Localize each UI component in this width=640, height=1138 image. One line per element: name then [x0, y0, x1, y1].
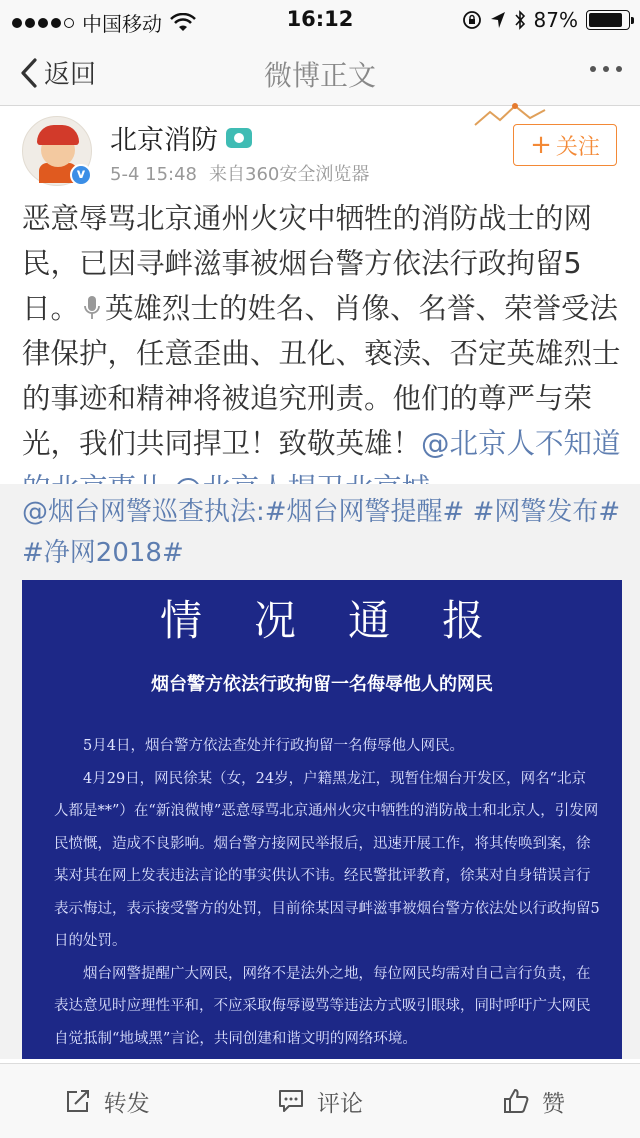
comment-button[interactable]: 评论: [213, 1064, 426, 1138]
bluetooth-icon: [514, 10, 526, 30]
camera-icon: [226, 128, 252, 148]
more-icon[interactable]: [590, 66, 622, 72]
like-button[interactable]: 赞: [427, 1064, 640, 1138]
post-source: 来自360安全浏览器: [209, 164, 370, 185]
comment-icon: [277, 1087, 305, 1115]
notice-subtitle: 烟台警方依法行政拘留一名侮辱他人的网民: [151, 674, 493, 695]
post-text: 恶意辱骂北京通州火灾中牺牲的消防战士的网民，已因寻衅滋事被烟台警方依法行政拘留5日。 英雄烈士的姓名、肖像、名誉、荣誉受法律保护，任意歪曲、丑化、亵渎、否定英雄烈士的事迹和精神将被追究刑责。他们的尊严与荣光，我们共同捍卫！致敬英雄！@北京人不知道: [22, 196, 622, 511]
page-title: 微博正文: [263, 59, 376, 92]
like-icon: [502, 1087, 530, 1115]
repost-icon: [64, 1087, 92, 1115]
carrier-name: 中国移动: [82, 12, 162, 36]
voice-icon: [83, 295, 101, 321]
back-label: 返回: [44, 60, 97, 90]
action-toolbar: [0, 1063, 640, 1138]
notice-paragraph: 烟台网警提醒广大网民，网络不是法外之地，每位网民均需对自己言行负责，在表达意见时应理性平和，不应采取侮辱谩骂等违法方式吸引眼球，同时呼吁广大网民自觉抵制“地域黑”言论，共同创建和谐文明的网络环境。: [54, 965, 591, 1047]
nav-bar: [0, 40, 640, 106]
battery-percentage: 87%: [533, 8, 578, 32]
battery-icon: [586, 10, 630, 30]
status-bar: [0, 0, 640, 40]
status-time: 16:12: [286, 7, 354, 31]
repost-button[interactable]: 转发: [0, 1064, 213, 1138]
notice-image[interactable]: [22, 580, 622, 1059]
location-arrow-icon: [490, 11, 506, 29]
plus-icon: +: [530, 130, 552, 160]
post-time: 5-4 15:48: [110, 164, 197, 185]
notice-paragraph: 4月29日，网民徐某（女，24岁，户籍黑龙江，现暂住烟台开发区，网名“北京人都是**”）在“新浪微博”恶意辱骂北京通州火灾中牺牲的消防战士和北京人，引发网民愤慨，造成不良影响。烟台警方接网民举报后，迅速开展工作，将其传唤到案，徐某对其在网上发表违法言论的事实供认不讳。经民警批评教育，徐某对自身错误言行表示悔过，表示接受警方的处罚，目前徐某因寻衅滋事被烟台警方依法处以行政拘留5日的处罚。: [54, 770, 600, 949]
retweet-card[interactable]: [0, 484, 640, 1059]
notice-body: [54, 730, 600, 1055]
notice-paragraph: 5月4日，烟台警方依法查处并行政拘留一名侮辱他人网民。: [83, 738, 464, 754]
notice-title: 情况通报: [159, 596, 536, 645]
follow-button[interactable]: + 关注: [513, 124, 617, 166]
author-name[interactable]: 北京消防: [110, 118, 252, 157]
mention-link[interactable]: @北京人不知道: [421, 427, 621, 460]
retweet-text[interactable]: @烟台网警巡查执法:#烟台网警提醒# #网警发布# #净网2018#: [22, 497, 621, 568]
post-meta: [110, 160, 369, 186]
verified-icon: v: [70, 164, 92, 186]
lock-rotation-icon: [462, 10, 482, 30]
